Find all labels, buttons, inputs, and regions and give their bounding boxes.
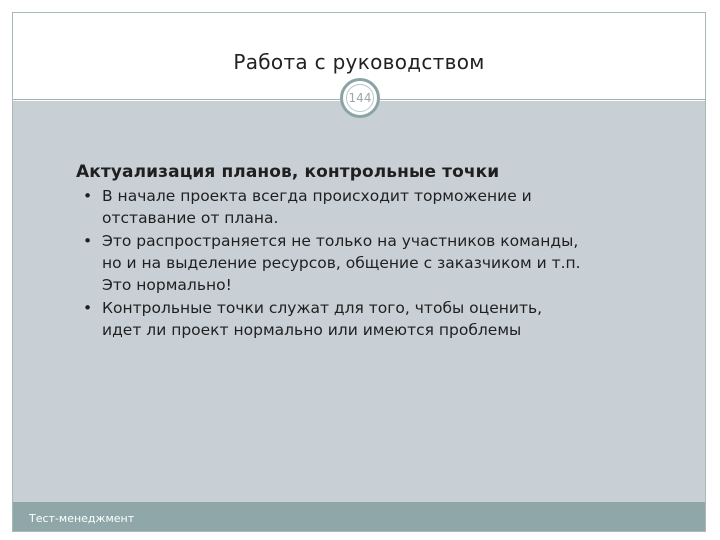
bullet-item (76, 185, 676, 229)
bullet-item (76, 230, 676, 296)
slide-footer (13, 502, 705, 532)
page-number-badge (340, 78, 380, 118)
bullet-line: В начале проекта всегда происходит торможение и (102, 187, 532, 205)
slide (12, 12, 706, 532)
bullet-list (76, 185, 676, 341)
page-number: 144 (346, 84, 374, 112)
bullet-icon: • (83, 299, 93, 317)
bullet-line: отставание от плана. (102, 209, 279, 227)
slide-content (76, 161, 676, 342)
bullet-item (76, 297, 676, 341)
slide-title: Работа с руководством (233, 50, 485, 74)
footer-label: Тест-менеджмент (29, 512, 135, 525)
bullet-line: Контрольные точки служат для того, чтобы оценить, (102, 299, 543, 317)
content-heading: Актуализация планов, контрольные точки (76, 162, 500, 182)
bullet-line: Это нормально! (102, 276, 232, 294)
bullet-line: но и на выделение ресурсов, общение с заказчиком и т.п. (102, 254, 581, 272)
bullet-icon: • (83, 232, 93, 250)
bullet-line: Это распространяется не только на участников команды, (102, 232, 579, 250)
bullet-icon: • (83, 187, 93, 205)
bullet-line: идет ли проект нормально или имеются проблемы (102, 321, 522, 339)
